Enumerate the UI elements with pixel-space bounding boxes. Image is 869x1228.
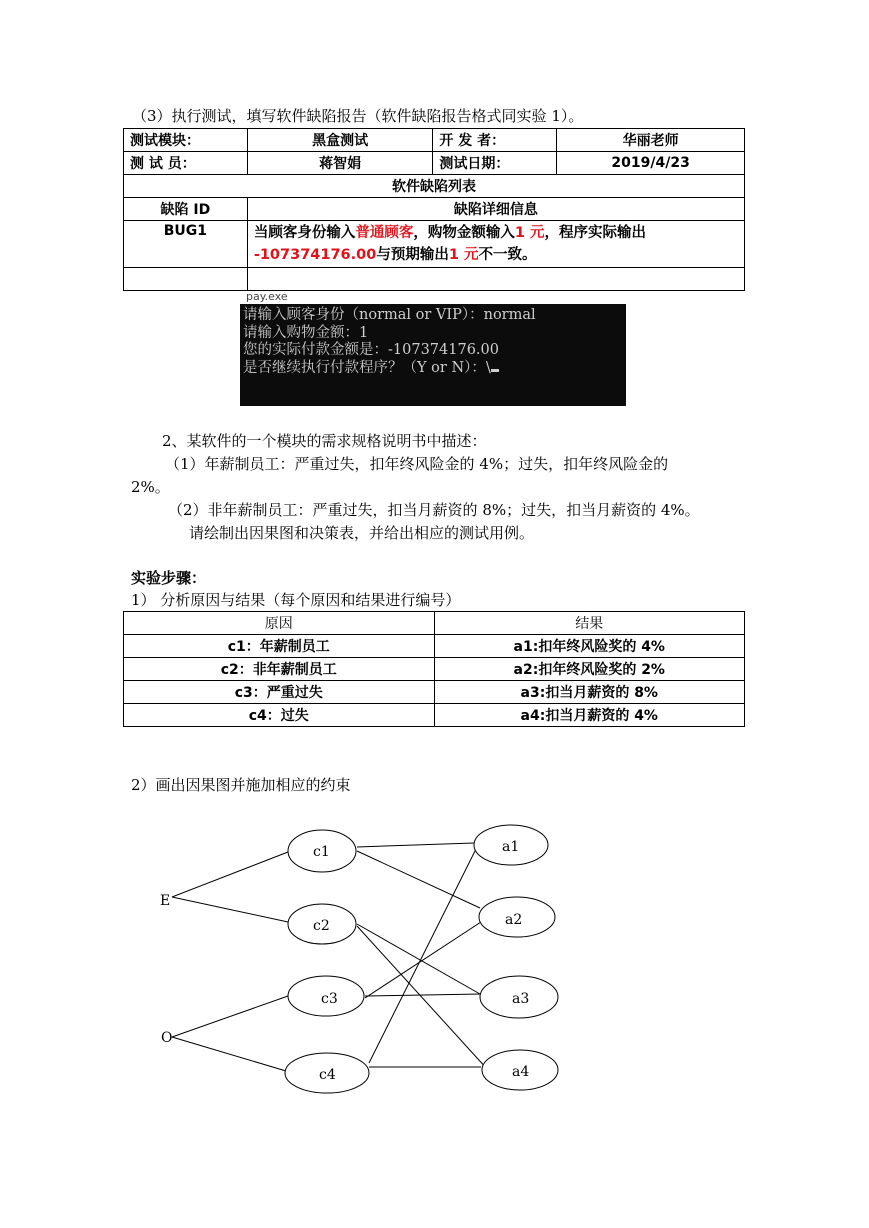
constraint-o-label: O [161,1030,173,1046]
cause-label: c2 [313,918,330,934]
edge-c1-a1 [357,843,474,847]
effect-cell: a4:扣当月薪资的 4% [434,704,745,727]
cause-label: c1 [313,844,330,860]
cause-cell: c4：过失 [124,704,435,727]
developer-value: 华丽老师 [557,129,745,152]
cause-label: c4 [319,1067,336,1083]
date-value: 2019/4/23 [557,152,745,175]
constraint-e-label: E [160,893,171,909]
bug-detail-highlight: 1 元 [514,225,545,241]
effect-label: a1 [502,839,520,855]
question2-item2: （2）非年薪制员工：严重过失，扣当月薪资的 8%；过失，扣当月薪资的 4%。 [168,501,700,519]
question2-task: 请绘制出因果图和决策表，并给出相应的测试用例。 [189,524,535,542]
question2-item1: （1）年薪制员工：严重过失，扣年终风险金的 4%；过失，扣年终风险金的 [165,455,669,473]
edge-e-c2 [172,897,288,922]
bug-detail-highlight: -107374176.00 [253,247,377,263]
console-line: 请输入购物金额：1 [243,324,369,341]
tester-label: 测 试 员： [124,152,248,175]
effect-label: a2 [505,912,523,928]
console-line: 您的实际付款金额是：-107374176.00 [243,342,499,358]
cause-header: 原因 [124,612,435,635]
effect-label: a3 [512,991,530,1007]
defect-detail-header: 缺陷详细信息 [247,198,744,221]
console-prompt: 是否继续执行付款程序？（Y or N）：\ [243,359,491,376]
console-line: 请输入顾客身份（normal or VIP）：normal [243,307,536,323]
bug-detail-highlight: 普通顾客 [355,225,414,241]
cause-cell: c2：非年薪制员工 [124,658,435,681]
experiment-title: 实验步骤： [131,569,207,587]
terminal-title-text: pay.exe [246,292,288,303]
bug-detail-text: 不一致。 [478,247,537,263]
edge-e-c1 [172,852,288,897]
module-label: 测试模块： [124,129,248,152]
defect-list-title: 软件缺陷列表 [124,175,745,198]
defect-id-header: 缺陷 ID [124,198,248,221]
bug-detail-text: 与预期输出 [376,247,449,263]
step1-heading: 1） 分析原因与结果（每个原因和结果进行编号） [131,591,461,609]
cause-cell: c3：严重过失 [124,681,435,704]
edge-o-c4 [172,1037,286,1071]
bug-detail-highlight: 1 元 [448,247,479,263]
edge-c3-a3 [365,994,481,996]
edge-c1-a2 [357,851,480,908]
question2-item1-cont: 2%。 [131,478,170,496]
question2-intro: 2、某软件的一个模块的需求规格说明书中描述： [162,432,487,450]
effect-header: 结果 [434,612,745,635]
effect-cell: a3:扣当月薪资的 8% [434,681,745,704]
date-label: 测试日期： [433,152,557,175]
edge-o-c3 [172,996,288,1037]
module-value: 黑盒测试 [247,129,433,152]
effect-label: a4 [512,1064,530,1080]
cause-cell: c1：年薪制员工 [124,635,435,658]
cause-label: c3 [321,991,338,1007]
bug-detail-text: ，程序实际输出 [544,225,646,241]
effect-cell: a2:扣年终风险奖的 2% [434,658,745,681]
tester-value: 蒋智娟 [247,152,433,175]
step2-heading: 2）画出因果图并施加相应的约束 [131,776,351,794]
developer-label: 开 发 者： [433,129,557,152]
bug-detail-text: 当顾客身份输入 [253,225,356,241]
bug-detail-text: ，购物金额输入 [413,225,515,241]
effect-cell: a1:扣年终风险奖的 4% [434,635,745,658]
step3-heading: （3）执行测试，填写软件缺陷报告（软件缺陷报告格式同实验 1）。 [132,107,584,125]
bug-id: BUG1 [124,221,248,268]
